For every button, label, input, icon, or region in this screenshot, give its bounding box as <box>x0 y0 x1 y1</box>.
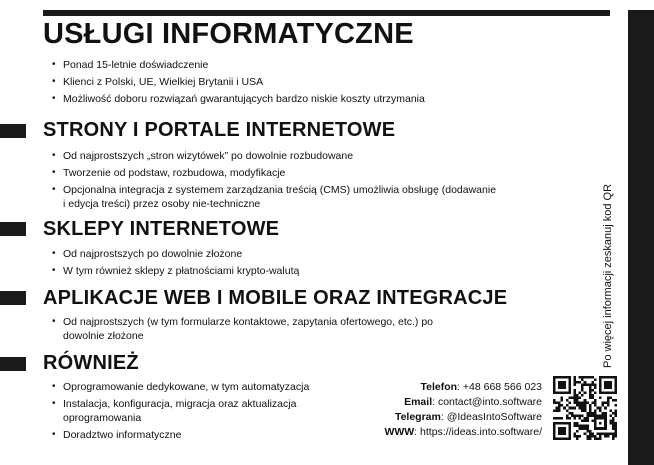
section-marker-bar <box>0 222 26 236</box>
section-list-shops <box>52 247 299 281</box>
list-item: • Od najprostszych „stron wizytówek” po dowolnie rozbudowane <box>52 149 497 163</box>
phone-value[interactable]: +48 668 566 023 <box>462 381 542 393</box>
telegram-label: Telegram <box>394 411 441 423</box>
contact-www: WWW: https://ideas.into.software/ <box>384 426 542 438</box>
www-value[interactable]: https://ideas.into.software/ <box>420 426 542 438</box>
list-item: • Opcjonalna integracja z systemem zarządzania treścią (CMS) umożliwia obsługę (dodawanie i edycja treści) przez osoby nie-techniczne <box>52 183 497 211</box>
contact-block <box>384 380 542 440</box>
contact-telegram: Telegram: @IdeasIntoSoftware <box>394 411 542 423</box>
list-item: • Od najprostszych (w tym formularze kontaktowe, zapytania ofertowego, etc.) po dowolnie złożone <box>52 315 472 343</box>
contact-email: Email: contact@into.software <box>404 396 542 408</box>
qr-code-icon[interactable] <box>553 376 617 440</box>
list-item: • Ponad 15-letnie doświadczenie <box>52 58 425 72</box>
section-list-also <box>52 380 342 445</box>
email-value[interactable]: contact@into.software <box>437 396 542 408</box>
section-marker-bar <box>0 291 26 305</box>
side-note-text: Po więcej informacji zeskanuj kod QR <box>602 183 614 368</box>
section-title-apps: APLIKACJE WEB I MOBILE ORAZ INTEGRACJE <box>43 287 508 309</box>
list-item: • Możliwość doboru rozwiązań gwarantujących bardzo niskie koszty utrzymania <box>52 92 425 106</box>
section-title-shops: SKLEPY INTERNETOWE <box>43 218 280 240</box>
section-marker-bar <box>0 124 26 138</box>
list-item: • Doradztwo informatyczne <box>52 428 342 442</box>
contact-phone: Telefon: +48 668 566 023 <box>420 381 542 393</box>
list-item: • Instalacja, konfiguracja, migracja oraz aktualizacja oprogramowania <box>52 397 342 425</box>
section-marker-bar <box>0 357 26 371</box>
section-title-also: RÓWNIEŻ <box>43 352 139 374</box>
right-side-band <box>628 10 654 465</box>
section-list-websites <box>52 149 497 214</box>
header-list <box>52 58 425 109</box>
section-title-websites: STRONY I PORTALE INTERNETOWE <box>43 119 396 141</box>
www-label: WWW <box>384 426 415 438</box>
list-item: • Od najprostszych po dowolnie złożone <box>52 247 299 261</box>
list-item: • Klienci z Polski, UE, Wielkiej Brytanii i USA <box>52 75 425 89</box>
phone-label: Telefon <box>420 381 458 393</box>
list-item: • Oprogramowanie dedykowane, w tym automatyzacja <box>52 380 342 394</box>
section-list-apps <box>52 315 472 346</box>
page-title: USŁUGI INFORMATYCZNE <box>43 18 414 50</box>
top-rule <box>43 10 610 16</box>
email-label: Email <box>404 396 433 408</box>
list-item: • W tym również sklepy z płatnościami krypto-walutą <box>52 264 299 278</box>
list-item: • Tworzenie od podstaw, rozbudowa, modyfikacje <box>52 166 497 180</box>
telegram-value[interactable]: @IdeasIntoSoftware <box>446 411 542 423</box>
